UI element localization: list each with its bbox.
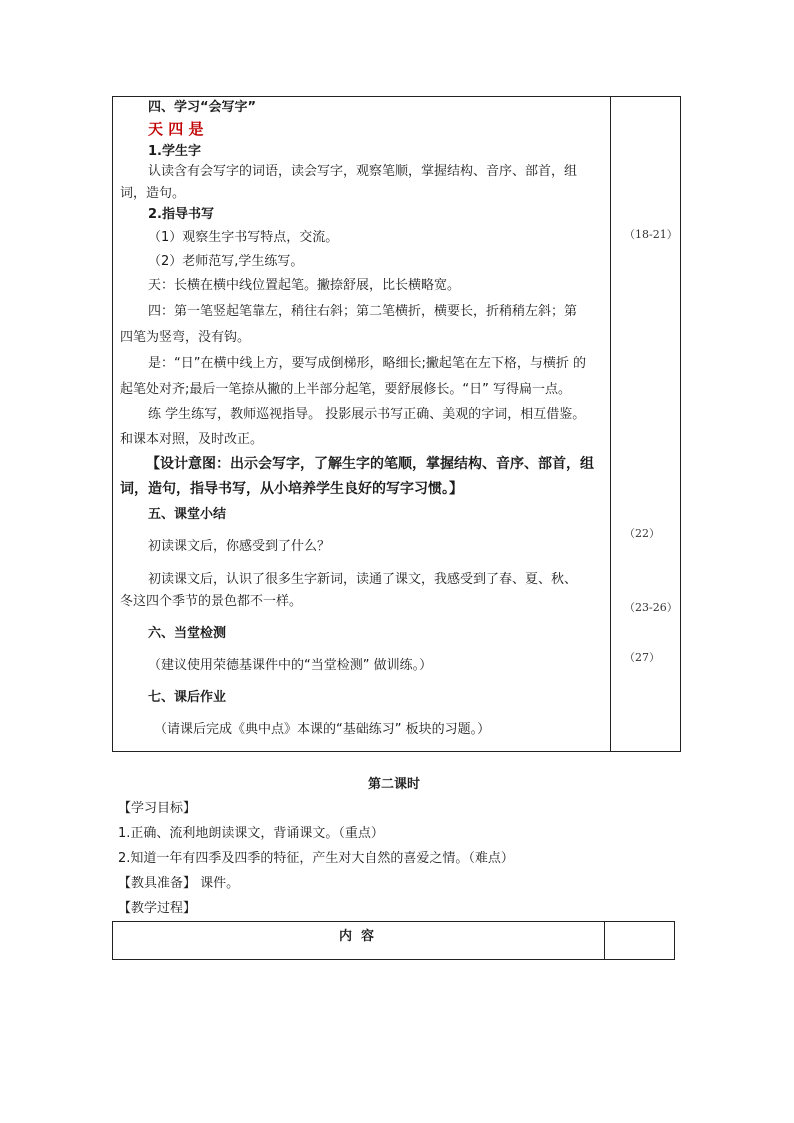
subsection-1: 1.学生字 (148, 144, 201, 159)
table1-border-top (112, 96, 681, 97)
teaching-aids: 【教具准备】 课件。 (118, 876, 240, 891)
goal-1: 1.正确、流利地朗读课文，背诵课文。（重点） (118, 826, 384, 841)
write-chars: 天 四 是 (148, 120, 204, 138)
table1-border-right (680, 96, 681, 752)
teaching-process-label: 【教学过程】 (118, 901, 197, 916)
section5-title: 五、课堂小结 (148, 507, 227, 522)
goal-2: 2.知道一年有四季及四季的特征，产生对大自然的喜爱之情。（难点） (118, 851, 514, 866)
section5-answer-a: 初读课文后，认识了很多生字新词，读通了课文，我感受到了春、夏、秋、 (148, 572, 578, 587)
para-6a: 是：“日”在横中线上方，要写成倒梯形，略细长;撇起笔在左下格，与横折 的 (148, 356, 586, 371)
note-23-26: （23-26） (624, 601, 678, 614)
section4-title: 四、学习“会写字” (148, 100, 257, 115)
table2-border-bottom (112, 959, 675, 960)
table2-border-top (112, 921, 675, 922)
table1-border-left (112, 96, 113, 752)
section6-text: （建议使用荣德基课件中的“当堂检测” 做训练。） (148, 658, 433, 673)
para-1a: 认读含有会写字的词语，读会写字，观察笔顺，掌握结构、音序、部首，组 (148, 164, 578, 179)
table2-border-right (674, 921, 675, 960)
para-5b: 四笔为竖弯，没有钩。 (120, 330, 251, 345)
table2-border-left (112, 921, 113, 960)
note-22: （22） (624, 527, 660, 540)
note-27: （27） (624, 651, 660, 664)
learning-goals-label: 【学习目标】 (118, 801, 197, 816)
table2-header-content: 内 容 (339, 929, 375, 944)
para-3: （2）老师范写,学生练写。 (148, 254, 304, 269)
para-4: 天：长横在横中线位置起笔。撇捺舒展，比长横略宽。 (148, 278, 461, 293)
section5-question: 初读课文后，你感受到了什么？ (148, 539, 331, 554)
section5-answer-b: 冬这四个季节的景色都不一样。 (120, 594, 303, 609)
design-intent-a: 【设计意图：出示会写字，了解生字的笔顺，掌握结构、音序、部首，组 (146, 456, 594, 472)
section7-text: （请课后完成《典中点》本课的“基础练习” 板块的习题。） (154, 722, 491, 737)
table1-border-divider (610, 96, 611, 752)
para-5a: 四：第一笔竖起笔靠左，稍往右斜；第二笔横折，横要长，折稍稍左斜；第 (148, 304, 578, 319)
section6-title: 六、当堂检测 (148, 626, 227, 641)
table1-border-bottom (112, 751, 681, 752)
para-1b: 词，造句。 (120, 186, 186, 201)
section7-title: 七、课后作业 (148, 690, 227, 705)
para-6b: 起笔处对齐;最后一笔捺从撇的上半部分起笔，要舒展修长。“日” 写得扁一点。 (120, 382, 571, 397)
design-intent-b: 词，造句，指导书写，从小培养学生良好的写字习惯。】 (120, 481, 463, 497)
para-7b: 和课本对照，及时改正。 (120, 432, 264, 447)
subsection-2: 2.指导书写 (148, 207, 214, 222)
table2-border-divider (604, 921, 605, 960)
note-18-21: （18-21） (624, 228, 678, 241)
lesson2-heading: 第二课时 (368, 777, 421, 792)
para-7a: 练 学生练写，教师巡视指导。 投影展示书写正确、美观的字词，相互借鉴。 (148, 407, 586, 422)
para-2: （1）观察生字书写特点，交流。 (148, 230, 339, 245)
